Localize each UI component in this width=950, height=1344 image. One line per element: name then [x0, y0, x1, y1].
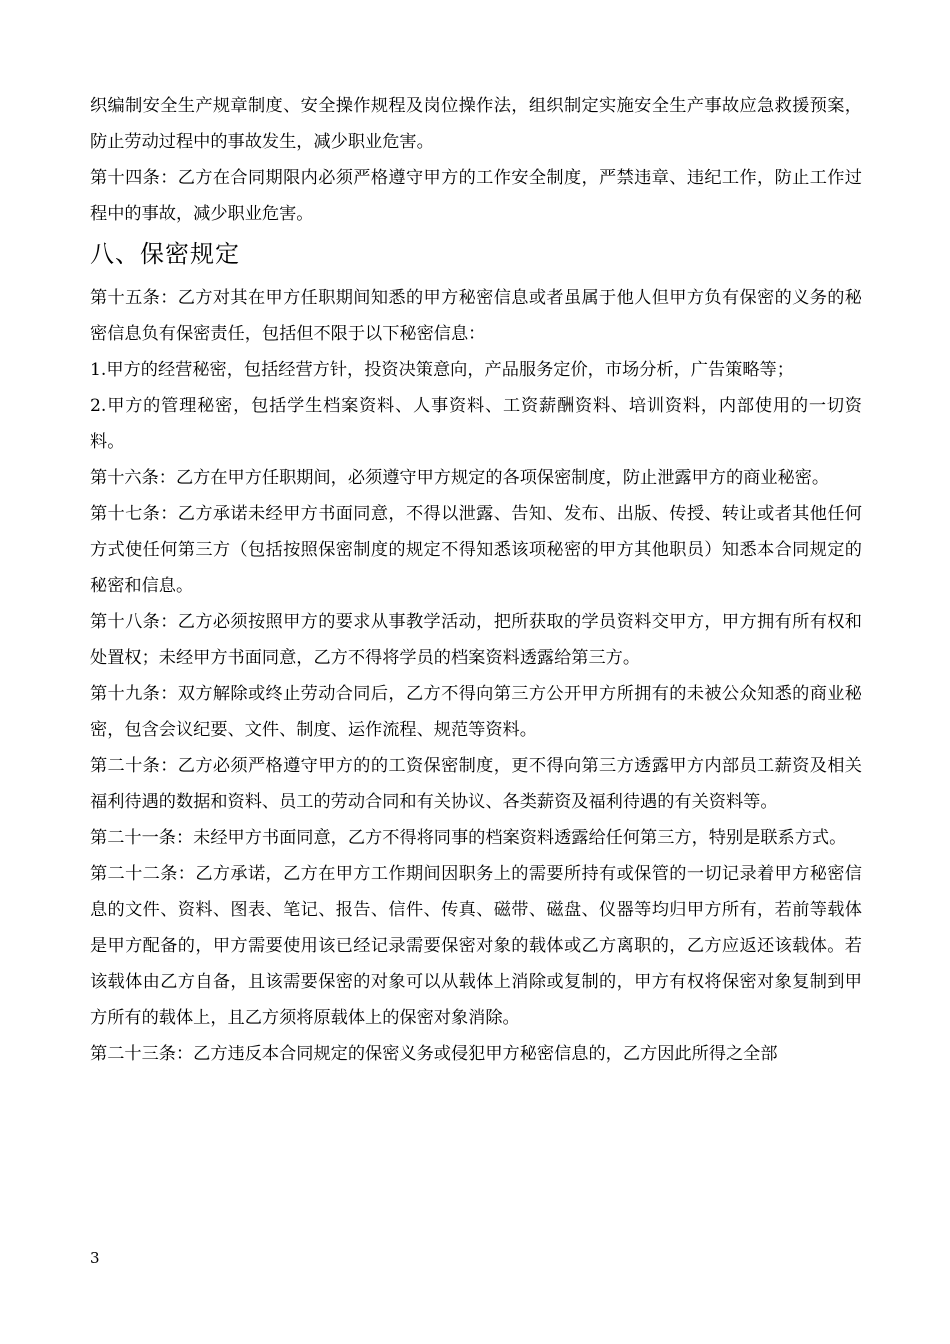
paragraph-safety-continued: 织编制安全生产规章制度、安全操作规程及岗位操作法，组织制定实施安全生产事故应急救援预案，防止劳动过程中的事故发生，减少职业危害。	[90, 96, 862, 152]
document-body	[90, 88, 862, 1072]
paragraph-article-14: 第十四条：乙方在合同期限内必须严格遵守甲方的工作安全制度，严禁违章、违纪工作，防止工作过程中的事故，减少职业危害。	[90, 168, 862, 224]
paragraph-article-17: 第十七条：乙方承诺未经甲方书面同意，不得以泄露、告知、发布、出版、传授、转让或者其他任何方式使任何第三方（包括按照保密制度的规定不得知悉该项秘密的甲方其他职员）知悉本合同规定的秘密和信息。	[90, 504, 862, 596]
paragraph-article-19: 第十九条：双方解除或终止劳动合同后，乙方不得向第三方公开甲方所拥有的未被公众知悉的商业秘密，包含会议纪要、文件、制度、运作流程、规范等资料。	[90, 684, 862, 740]
paragraph-article-16: 第十六条：乙方在甲方任职期间，必须遵守甲方规定的各项保密制度，防止泄露甲方的商业秘密。	[90, 468, 830, 488]
list-item-management-secrets: 2.甲方的管理秘密，包括学生档案资料、人事资料、工资薪酬资料、培训资料，内部使用的一切资料。	[90, 396, 862, 452]
paragraph-article-20: 第二十条：乙方必须严格遵守甲方的的工资保密制度，更不得向第三方透露甲方内部员工薪资及相关福利待遇的数据和资料、员工的劳动合同和有关协议、各类薪资及福利待遇的有关资料等。	[90, 756, 862, 812]
paragraph-article-15: 第十五条：乙方对其在甲方任职期间知悉的甲方秘密信息或者虽属于他人但甲方负有保密的义务的秘密信息负有保密责任，包括但不限于以下秘密信息：	[90, 288, 862, 344]
paragraph-article-21: 第二十一条：未经甲方书面同意，乙方不得将同事的档案资料透露给任何第三方，特别是联系方式。	[90, 828, 847, 848]
section-heading-confidentiality: 八、保密规定	[90, 240, 240, 268]
paragraph-article-23: 第二十三条：乙方违反本合同规定的保密义务或侵犯甲方秘密信息的，乙方因此所得之全部	[90, 1044, 778, 1064]
paragraph-article-22: 第二十二条：乙方承诺，乙方在甲方工作期间因职务上的需要所持有或保管的一切记录着甲方秘密信息的文件、资料、图表、笔记、报告、信件、传真、磁带、磁盘、仪器等均归甲方所有，若前等载体是甲方配备的，甲方需要使用该已经记录需要保密对象的载体或乙方离职的，乙方应返还该载体。若该载体由乙方自备，且该需要保密的对象可以从载体上消除或复制的，甲方有权将保密对象复制到甲方所有的载体上，且乙方须将原载体上的保密对象消除。	[90, 864, 862, 1028]
paragraph-article-18: 第十八条：乙方必须按照甲方的要求从事教学活动，把所获取的学员资料交甲方，甲方拥有所有权和处置权；未经甲方书面同意，乙方不得将学员的档案资料透露给第三方。	[90, 612, 862, 668]
page-number: 3	[90, 1249, 100, 1267]
list-item-business-secrets: 1.甲方的经营秘密，包括经营方针，投资决策意向，产品服务定价，市场分析，广告策略等；	[90, 360, 794, 380]
